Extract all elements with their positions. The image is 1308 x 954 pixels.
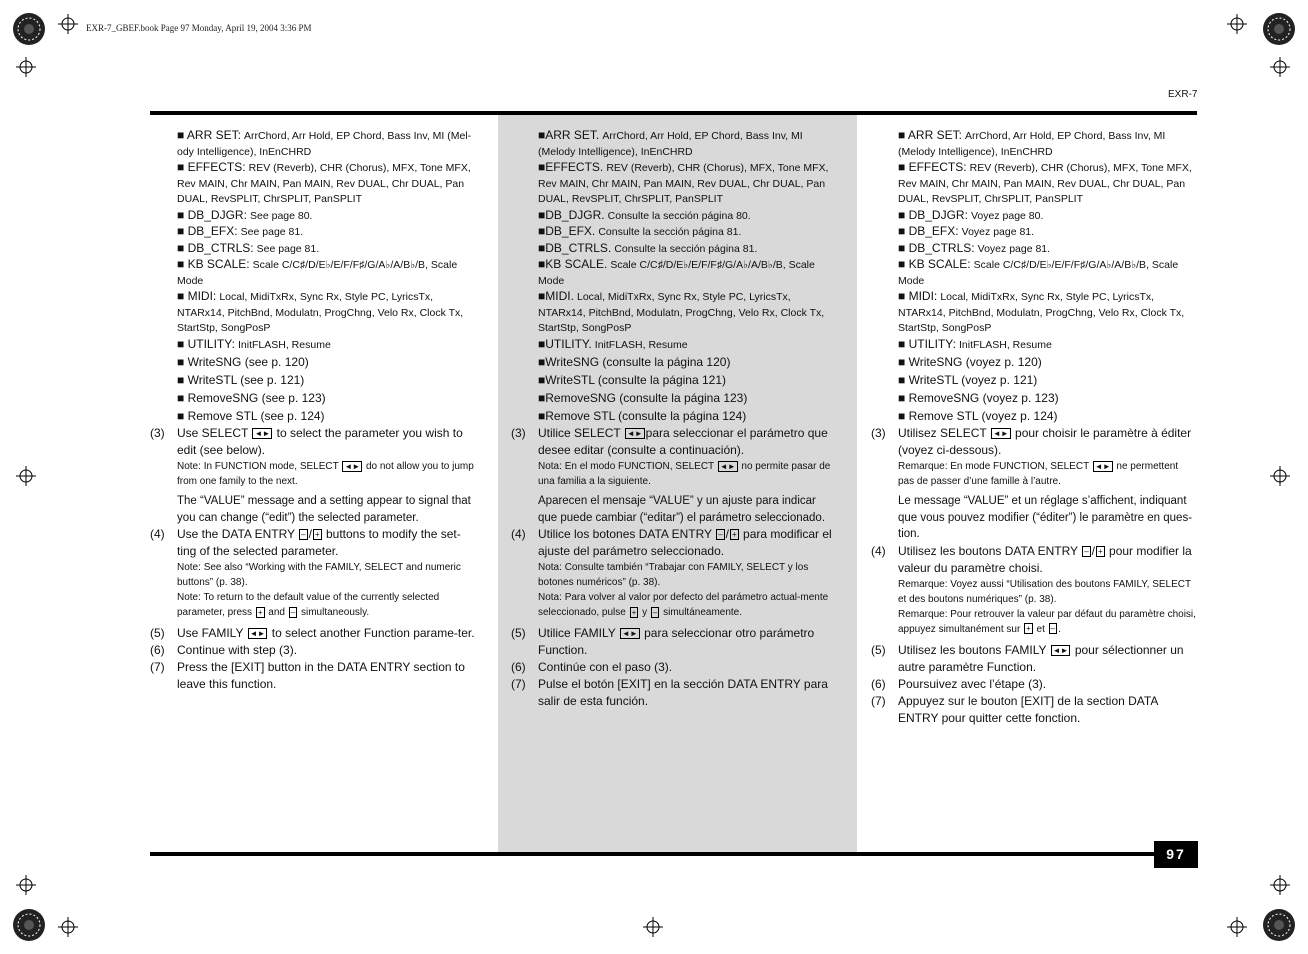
step-3: (3) Use SELECT ◄► to select the parameter you wish to edit (see below). [150,426,463,457]
select-button-icon: ◄► [254,429,271,439]
param-item: ■ARR SET. ArrChord, Arr Hold, EP Chord, Bass Inv, MI (Melody Intelligence), InEnCHRD [538,128,803,158]
param-item: ■MIDI. Local, MidiTxRx, Sync Rx, Style PC, LyricsTx, NTARx14, PitchBnd, Modulatn, ProgChng, Velo Rx, Clock Tx, StartStp, SongPosP [538,289,825,334]
crosshair-mark [16,466,36,486]
step-5: (5) Utilisez les boutons FAMILY ◄► pour sélectionner un autre paramètre Function. [871,642,1184,674]
crosshair-mark [643,917,663,937]
param-item: ■ RemoveSNG (voyez p. 123) [898,391,1059,405]
paragraph: The “VALUE” message and a setting appear to signal that you can change (“edit”) the selected parameter. [177,495,471,524]
registration-mark-top-right [1262,12,1296,46]
family-button-icon: ◄► [1052,645,1069,655]
note: Note: To return to the default value of the currently selected parameter, press + and – simultaneously. [177,592,440,618]
paragraph: Le message “VALUE” et un réglage s’affichent, indiquant que vous pouvez modifier (“éditer”) le paramètre en ques-tion. [898,495,1193,540]
select-button-icon: ◄► [1094,461,1111,471]
param-item: ■ WriteSNG (see p. 120) [177,355,309,369]
crosshair-mark [58,14,78,34]
param-item: ■ DB_DJGR: Voyez page 80. [898,207,1044,222]
minus-button-icon: – [652,607,658,617]
param-item: ■ EFFECTS: REV (Reverb), CHR (Chorus), MFX, Tone MFX, Rev MAIN, Chr MAIN, Pan MAIN, Rev DUAL, Chr DUAL, Pan DUAL, RevSPLIT, ChrSPLIT, PanSPLIT [898,160,1192,205]
param-item: ■ DB_EFX: See page 81. [177,224,304,238]
param-item: ■ MIDI: Local, MidiTxRx, Sync Rx, Style PC, LyricsTx, NTARx14, PitchBnd, Modulatn, ProgChng, Velo Rx, Clock Tx, StartStp, SongPosP [177,289,464,334]
param-item: ■ WriteSNG (voyez p. 120) [898,355,1042,369]
select-button-icon: ◄► [719,461,736,471]
param-item: ■ KB SCALE: Scale C/C♯/D/E♭/E/F/F♯/G/A♭/A/B♭/B, Scale Mode [898,257,1179,287]
registration-mark-bottom-right [1262,908,1296,942]
step-4: (4) Use the DATA ENTRY – / + buttons to modify the set-ting of the selected parameter. [150,527,461,558]
param-item: ■ DB_CTRLS: Voyez page 81. [898,240,1051,255]
param-item: ■EFFECTS. REV (Reverb), CHR (Chorus), MFX, Tone MFX, Rev MAIN, Chr MAIN, Pan MAIN, Rev DUAL, Chr DUAL, Pan DUAL, RevSPLIT, ChrSPLIT, PanSPLIT [538,160,829,205]
step-4: (4) Utilisez les boutons DATA ENTRY – / + pour modifier la valeur du paramètre choisi. [871,543,1192,575]
param-item: ■UTILITY. InitFLASH, Resume [538,336,688,351]
crosshair-mark [1270,57,1290,77]
minus-button-icon: – [1084,546,1089,556]
note: Note: In FUNCTION mode, SELECT ◄► do not allow you to jump from one family to the next. [177,461,474,487]
header-label: EXR-7 [1168,89,1198,100]
param-item: ■ EFFECTS: REV (Reverb), CHR (Chorus), MFX, Tone MFX, Rev MAIN, Chr MAIN, Pan MAIN, Rev DUAL, Chr DUAL, Pan DUAL, RevSPLIT, ChrSPLIT, PanSPLIT [177,160,471,205]
registration-mark-top-left [12,12,46,46]
note: Nota: En el modo FUNCTION, SELECT ◄► no permite pasar de una familia a la siguiente. [538,461,831,487]
param-item: ■ UTILITY: InitFLASH, Resume [898,336,1052,351]
plus-button-icon: + [631,607,637,617]
note: Remarque: Pour retrouver la valeur par défaut du paramètre choisi, appuyez simultanément sur + et – . [898,608,1196,635]
param-item: ■WriteSNG (consulte la página 120) [538,355,731,369]
crosshair-mark [1270,875,1290,895]
param-item: ■ DB_CTRLS: See page 81. [177,240,320,255]
print-info-line: EXR-7_GBEF.book Page 97 Monday, April 19, 2004 3:36 PM [86,23,312,33]
crosshair-mark [1227,14,1247,34]
note: Nota: Consulte también “Trabajar con FAMILY, SELECT y los botones numéricos” (p. 38). [538,562,809,588]
note: Remarque: Voyez aussi “Utilisation des boutons FAMILY, SELECT et des boutons numériques” (p. 38). [898,578,1191,605]
param-item: ■DB_CTRLS. Consulte la sección página 81. [538,240,758,255]
step-7: (7) Press the [EXIT] button in the DATA ENTRY section to leave this function. [150,660,465,691]
plus-button-icon: + [1098,546,1103,556]
minus-button-icon: – [718,530,723,540]
crosshair-mark [58,917,78,937]
param-item: ■ WriteSTL (voyez p. 121) [898,373,1038,387]
note: Note: See also “Working with the FAMILY, SELECT and numeric buttons” (p. 38). [177,562,461,588]
step-5: (5) Use FAMILY ◄► to select another Function parame-ter. [150,626,475,640]
param-item: ■WriteSTL (consulte la página 121) [538,373,727,387]
param-item: ■DB_DJGR. Consulte la sección página 80. [538,207,751,222]
step-6: (6) Continúe con el paso (3). [511,660,673,674]
param-item: ■ ARR SET: ArrChord, Arr Hold, EP Chord, Bass Inv, MI (Melody Intelligence), InEnCHRD [898,128,1166,158]
select-button-icon: ◄► [992,429,1009,439]
minus-button-icon: – [1050,624,1056,634]
step-7: (7) Pulse el botón [EXIT] en la sección DATA ENTRY para salir de esta función. [511,677,828,708]
plus-button-icon: + [314,530,320,540]
column-spanish [511,128,836,710]
paragraph: Aparecen el mensaje “VALUE” y un ajuste para indicar que puede cambiar (“editar”) el parámetro seleccionado. [538,495,826,524]
param-item: ■ RemoveSNG (see p. 123) [177,391,326,405]
crosshair-mark [16,57,36,77]
param-item: ■ WriteSTL (see p. 121) [177,373,305,387]
plus-button-icon: + [732,530,737,540]
note: Remarque: En mode FUNCTION, SELECT ◄► ne permettent pas de passer d’une famille à l’autre. [898,461,1179,487]
bottom-rule [150,852,1155,856]
step-5: (5) Utilice FAMILY ◄► para seleccionar otro parámetro Function. [511,626,815,657]
param-item: ■ MIDI: Local, MidiTxRx, Sync Rx, Style PC, LyricsTx, NTARx14, PitchBnd, Modulatn, ProgChng, Velo Rx, Clock Tx, StartStp, SongPosP [898,289,1185,334]
param-item: ■DB_EFX. Consulte la sección página 81. [538,224,742,238]
plus-button-icon: + [257,607,263,617]
step-4: (4) Utilice los botones DATA ENTRY – / + para modificar el ajuste del parámetro seleccionado. [511,527,832,558]
crosshair-mark [16,875,36,895]
param-item: ■ Remove STL (voyez p. 124) [898,409,1058,423]
registration-mark-bottom-left [12,908,46,942]
family-button-icon: ◄► [621,629,638,639]
crosshair-mark [1270,466,1290,486]
param-item: ■KB SCALE. Scale C/C♯/D/E♭/E/F/F♯/G/A♭/A/B♭/B, Scale Mode [538,257,815,287]
page-number: 97 [1154,841,1198,868]
column-french [871,128,1196,727]
param-item: ■ DB_EFX: Voyez page 81. [898,224,1035,238]
crosshair-mark [1227,917,1247,937]
param-item: ■ KB SCALE: Scale C/C♯/D/E♭/E/F/F♯/G/A♭/A/B♭/B, Scale Mode [177,257,458,287]
note: Nota: Para volver al valor por defecto del parámetro actual-mente seleccionado, pulse + y – simultáneamente. [538,592,829,618]
step-6: (6) Continue with step (3). [150,643,298,657]
plus-button-icon: + [1026,624,1031,634]
step-3: (3) Utilice SELECT ◄► para seleccionar el parámetro que desee editar (consulte a continuación). [511,426,828,457]
param-item: ■Remove STL (consulte la página 124) [538,409,747,423]
minus-button-icon: – [290,607,296,617]
step-6: (6) Poursuivez avec l’étape (3). [871,676,1047,691]
param-item: ■ ARR SET: ArrChord, Arr Hold, EP Chord, Bass Inv, MI (Mel-ody Intelligence), InEnCHRD [177,128,472,158]
step-3: (3) Utilisez SELECT ◄► pour choisir le paramètre à éditer (voyez ci-dessous). [871,426,1192,457]
step-7: (7) Appuyez sur le bouton [EXIT] de la section DATA ENTRY pour quitter cette fonction. [871,693,1158,725]
param-item: ■RemoveSNG (consulte la página 123) [538,391,748,405]
select-button-icon: ◄► [344,461,361,471]
param-item: ■ UTILITY: InitFLASH, Resume [177,336,331,351]
select-button-icon: ◄► [626,429,643,439]
column-english [150,128,475,693]
family-button-icon: ◄► [249,629,266,639]
param-item: ■ DB_DJGR: See page 80. [177,207,313,222]
param-item: ■ Remove STL (see p. 124) [177,409,325,423]
minus-button-icon: – [301,530,306,540]
